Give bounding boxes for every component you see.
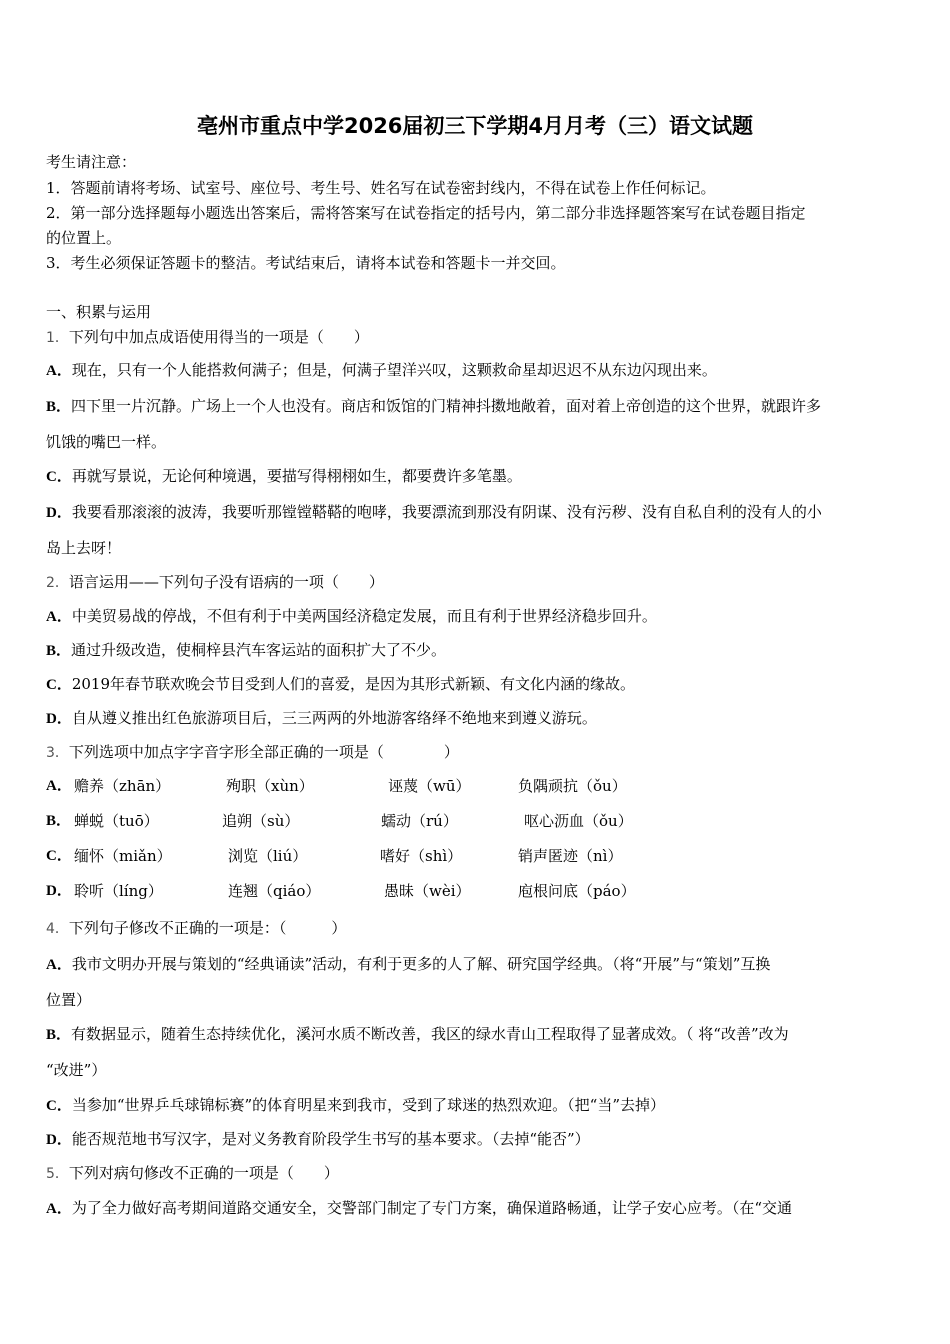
option-text: 中美贸易战的停战，不但有利于中美两国经济稳定发展，而且有利于世界经济稳步回升。 [71,607,657,625]
option-word: 蠕动（rú） [381,812,458,830]
option-text: 再就写景说，无论何种境遇，要描写得栩栩如生，都要费许多笔墨。 [71,467,522,485]
notice-heading: 考生请注意： [46,153,137,171]
question-3 [46,742,459,763]
option-label: D． [46,711,72,727]
option-text: 有数据显示，随着生态持续优化，溪河水质不断改善，我区的绿水青山工程取得了显著成效。（ 将“改善”改为 [71,1025,789,1043]
question-4 [46,918,346,939]
option-word: 嗜好（shì） [380,847,463,865]
q1-option-b-continued: 饥饿的嘴巴一样。 [46,433,167,451]
option-word: 呕心沥血（ǒu） [524,812,633,830]
option-text: 当参加“世界乒乓球锦标赛”的体育明星来到我市，受到了球迷的热烈欢迎。（把“当”去掉） [71,1096,666,1114]
question-stem: 下列对病句修改不正确的一项是（ ） [68,1164,339,1182]
q2-option-c [46,674,635,695]
option-text: 四下里一片沉静。广场上一个人也没有。商店和饭馆的门精神抖擞地敞着，面对着上帝创造的这个世界，就跟许多 [71,397,822,415]
q4-option-b [46,1024,789,1045]
q4-option-b-continued: “改进”） [46,1061,107,1079]
q1-option-b [46,396,821,417]
option-word: 浏览（liú） [228,847,308,865]
question-number: 2． [46,575,69,591]
option-label: C． [46,677,72,693]
option-text: 通过升级改造，使桐梓县汽车客运站的面积扩大了不少。 [71,641,447,659]
option-word: 负隅顽抗（ǒu） [518,777,627,795]
option-word: 殉职（xùn） [226,777,314,795]
question-number: 4． [46,921,69,937]
q1-option-d [46,502,822,523]
option-label: C． [46,1098,72,1114]
option-word: 赡养（zhān） [74,777,171,795]
option-word: 缅怀（miǎn） [74,847,172,865]
question-number: 5． [46,1166,69,1182]
option-label: A． [46,363,72,379]
option-label: D． [46,505,72,521]
option-label: D． [46,883,72,899]
option-label: C． [46,469,72,485]
q4-option-d [46,1129,590,1150]
notice-item: 3．考生必须保证答题卡的整洁。考试结束后，请将本试卷和答题卡一并交回。 [46,254,566,272]
question-2 [46,572,384,593]
q2-option-a [46,606,657,627]
question-number: 1． [46,330,69,346]
q1-option-c [46,466,522,487]
option-text: 现在，只有一个人能搭救何满子；但是，何满子望洋兴叹，这颗救命星却迟迟不从东边闪现出来。 [71,361,717,379]
notice-item: 1．答题前请将考场、试室号、座位号、考生号、姓名写在试卷密封线内，不得在试卷上作任何标记。 [46,179,716,197]
option-text: 为了全力做好高考期间道路交通安全，交警部门制定了专门方案，确保道路畅通，让学子安心应考。（在“交通 [71,1199,793,1217]
q2-option-d [46,708,597,729]
option-label: B． [46,1027,72,1043]
option-label: B． [46,643,72,659]
option-word: 连翘（qiáo） [228,882,321,900]
option-label: B． [46,813,72,829]
question-5 [46,1163,339,1184]
question-stem: 下列选项中加点字字音字形全部正确的一项是（ ） [68,743,459,761]
option-text: 能否规范地书写汉字，是对义务教育阶段学生书写的基本要求。（去掉“能否”） [71,1130,590,1148]
option-word: 蝉蜕（tuō） [74,812,159,830]
option-label: C． [46,848,72,864]
question-number: 3． [46,745,69,761]
option-text: 我要看那滚滚的波涛，我要听那镗镗鞳鞳的咆哮，我要漂流到那没有阴谋、没有污秽、没有自私自利的没有人的小 [71,503,822,521]
q4-option-c [46,1095,665,1116]
question-stem: 下列句中加点成语使用得当的一项是（ ） [68,328,369,346]
option-label: B． [46,399,72,415]
option-word: 聆听（líng） [74,882,163,900]
q4-option-a-continued: 位置） [46,991,92,1009]
option-word: 销声匿迹（nì） [518,847,623,865]
option-label: A． [46,778,72,794]
option-label: A． [46,609,72,625]
q5-option-a [46,1198,792,1219]
section-heading: 一、积累与运用 [46,303,152,321]
q2-option-b [46,640,446,661]
question-stem: 语言运用——下列句子没有语病的一项（ ） [68,573,384,591]
option-text: 2019年春节联欢晚会节目受到人们的喜爱，是因为其形式新颖、有文化内涵的缘故。 [71,675,636,693]
option-label: A． [46,1201,72,1217]
option-word: 追朔（sù） [222,812,300,830]
notice-item: 的位置上。 [46,229,122,247]
option-word: 诬蔑（wū） [388,777,471,795]
option-label: D． [46,1132,72,1148]
option-label: A． [46,957,72,973]
q4-option-a [46,954,770,975]
question-stem: 下列句子修改不正确的一项是：（ ） [68,919,347,937]
option-text: 我市文明办开展与策划的“经典诵读”活动，有利于更多的人了解、研究国学经典。（将“开展”与“策划”互换 [71,955,771,973]
notice-item: 2．第一部分选择题每小题选出答案后，需将答案写在试卷指定的括号内，第二部分非选择题答案写在试卷题目指定 [46,204,806,222]
question-1 [46,327,369,348]
q1-option-a [46,360,717,381]
page-title: 亳州市重点中学2026届初三下学期4月月考（三）语文试题 [196,114,754,138]
option-word: 庖根问底（páo） [518,882,636,900]
option-text: 自从遵义推出红色旅游项目后，三三两两的外地游客络绎不绝地来到遵义游玩。 [71,709,597,727]
q1-option-d-continued: 岛上去呀！ [46,539,122,557]
option-word: 愚昧（wèi） [384,882,471,900]
